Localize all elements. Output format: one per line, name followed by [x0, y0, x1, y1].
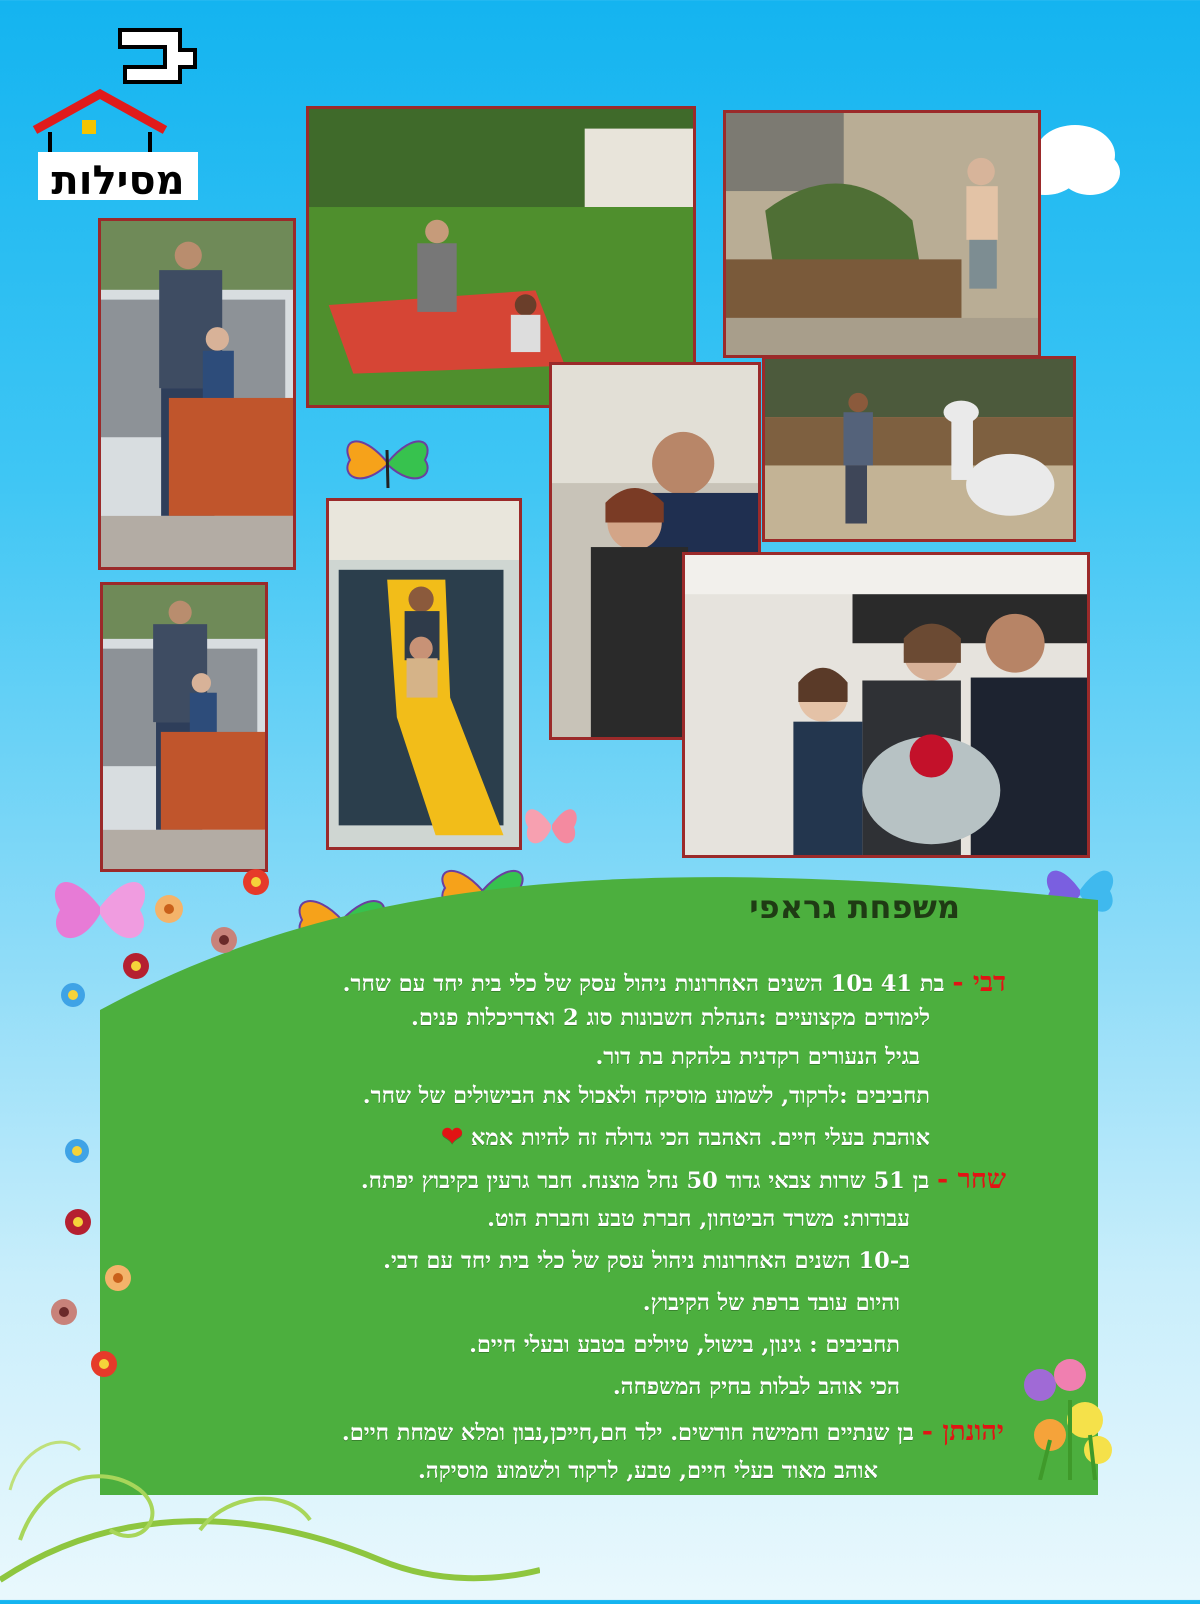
shahar-text-1: בן 51 שרות צבאי גדוד 50 נחל מוצנח. חבר גרעין בקיבוץ יפתח.	[360, 1168, 930, 1194]
butterfly-decoration	[45, 862, 155, 957]
dvi-text-1: בת 41 ב10 השנים האחרונות ניהול עסק של כלי בית יחד עם שחר.	[342, 971, 945, 997]
flower-decoration	[62, 1206, 94, 1242]
photo-father-son-bench-2	[100, 582, 268, 872]
shahar-line3: ב-10 השנים האחרונות ניהול עסק של כלי בית יחד עם דבי.	[383, 1248, 910, 1274]
photo-family-flowers	[682, 552, 1090, 858]
flower-decoration	[58, 980, 88, 1014]
dvi-line3: בגיל הנעורים רקדנית בלהקת בת דור.	[595, 1044, 920, 1070]
logo-text: מסילות	[51, 158, 185, 204]
shahar-name: שחר -	[937, 1164, 1006, 1195]
shahar-line6: הכי אוהב לבלות בחיק המשפחה.	[612, 1374, 900, 1400]
dvi-line2: לימודים מקצועיים :הנהלת חשבונות סוג 2 ואדריכלות פנים.	[411, 1005, 930, 1031]
flower-decoration	[102, 1262, 134, 1298]
yehonatan-line2: אוהב מאוד בעלי חיים, טבע, לרקוד ולשמוע מוסיקה.	[417, 1458, 878, 1484]
photo-child-garden	[723, 110, 1041, 358]
flower-bouquet-decoration	[1010, 1340, 1120, 1480]
flower-decoration	[152, 892, 186, 930]
flower-decoration	[88, 1348, 120, 1384]
dvi-name: דבי -	[952, 967, 1006, 998]
family-title: משפחת גראפי	[749, 888, 960, 926]
photo-slide	[326, 498, 522, 850]
dvi-line4: תחביבים :לרקוד, לשמוע מוסיקה ולאכול את הבישולים של שחר.	[362, 1083, 930, 1109]
butterfly-decoration	[520, 795, 582, 855]
photo-alpaca	[762, 356, 1076, 542]
shahar-line1	[361, 1164, 1006, 1195]
shahar-line5: תחביבים : גינון, בישול, טיולים בטבע ובעלי חיים.	[469, 1332, 900, 1358]
shahar-line2: עבודות: משרד הביטחון, חברת טבע וחברת הוט.	[487, 1206, 910, 1232]
dvi-text-5: אוהבת בעלי חיים. האהבה הכי גדולה זה להיות אמא	[470, 1125, 930, 1151]
heart-icon: ❤	[441, 1122, 464, 1152]
dvi-line1	[343, 967, 1006, 998]
flower-decoration	[62, 1136, 92, 1170]
logo	[30, 22, 205, 207]
cloud	[1060, 150, 1120, 195]
flower-decoration	[48, 1296, 80, 1332]
yehonatan-text-1: בן שנתיים וחמישה חודשים. ילד חם,חייכן,נבון ומלא שמחת חיים.	[341, 1420, 914, 1446]
shahar-line4: והיום עובד ברפת של הקיבוץ.	[642, 1290, 900, 1316]
butterfly-decoration	[340, 430, 435, 495]
photo-father-son-bench	[98, 218, 296, 570]
flower-decoration	[120, 950, 152, 986]
yehonatan-line1	[342, 1416, 1004, 1447]
dvi-line5	[441, 1122, 930, 1152]
yehonatan-name: יהונתן -	[921, 1416, 1004, 1447]
flower-decoration	[208, 924, 240, 960]
flower-decoration	[240, 866, 272, 902]
